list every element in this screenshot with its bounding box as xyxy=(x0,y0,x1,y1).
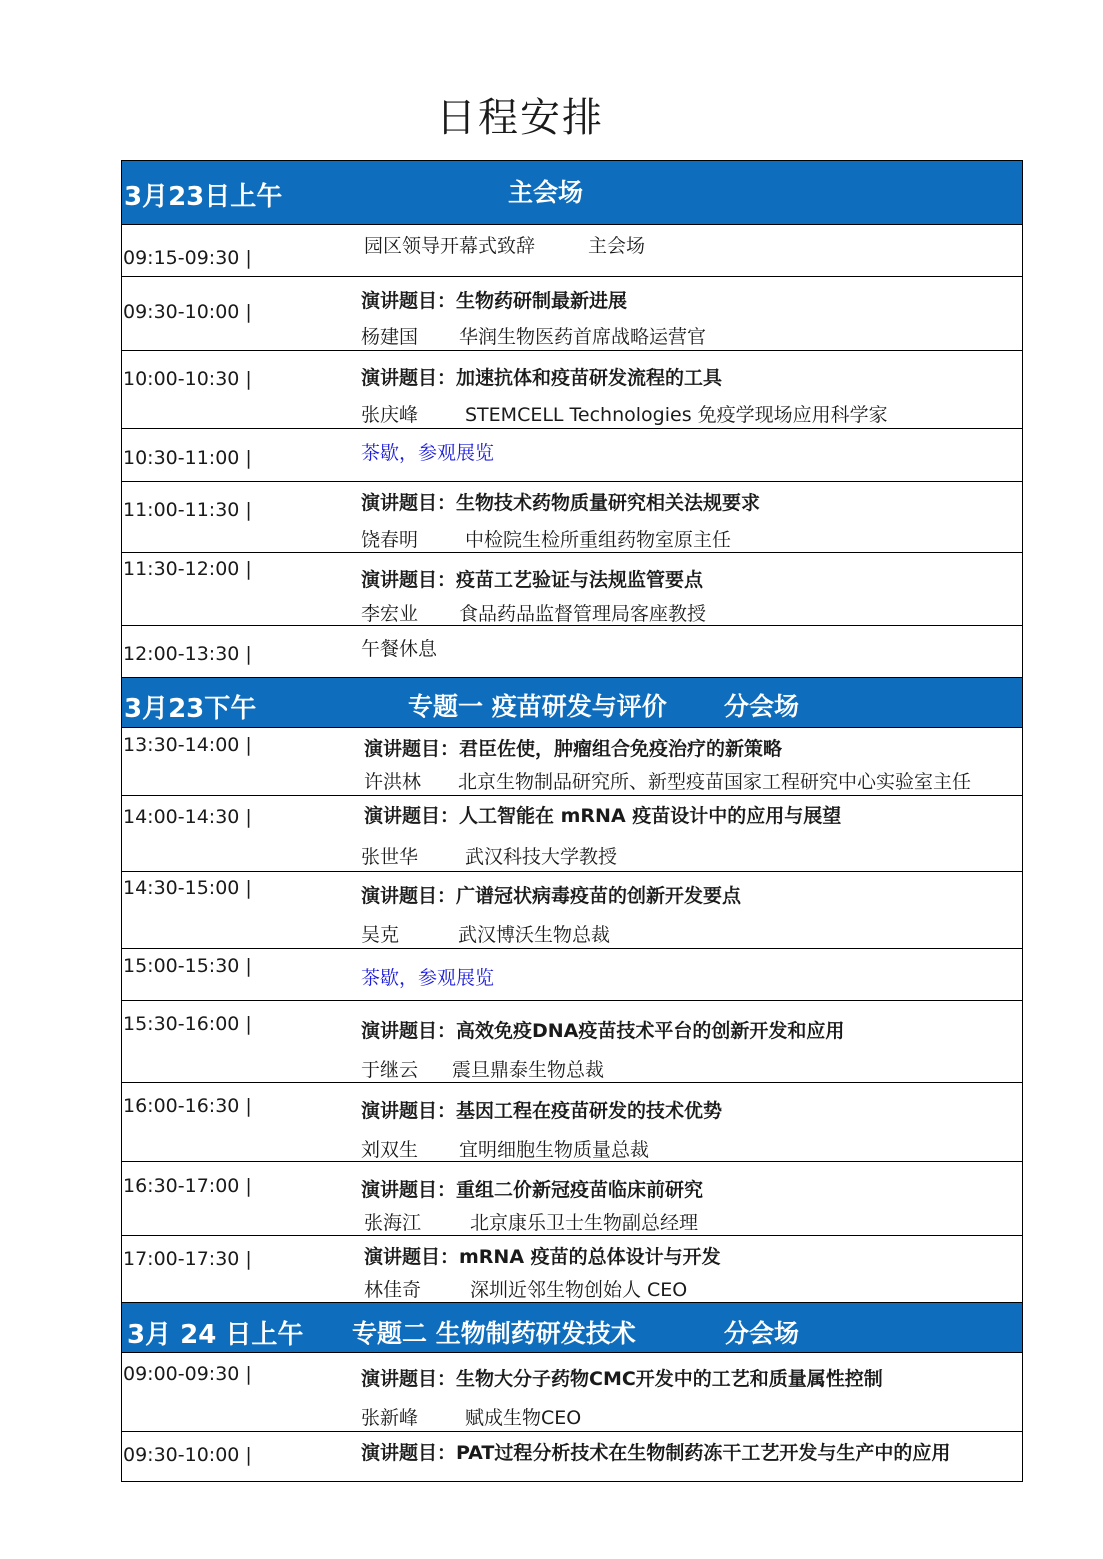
section-header xyxy=(122,161,1022,225)
session-title: 园区领导开幕式致辞 xyxy=(364,235,536,257)
speaker-name: 饶春明 xyxy=(361,529,419,551)
time-slot: 15:30-16:00 | xyxy=(123,1013,252,1035)
section-date: 3月23下午 xyxy=(124,694,257,724)
session-venue: 主会场 xyxy=(588,235,646,257)
speaker-name: 杨建国 xyxy=(361,326,419,348)
talk-title: 演讲题目：mRNA 疫苗的总体设计与开发 xyxy=(364,1246,721,1268)
time-slot: 14:30-15:00 | xyxy=(123,877,252,899)
schedule-row xyxy=(122,553,1022,626)
speaker-affiliation: 中检院生检所重组药物室原主任 xyxy=(465,529,732,551)
talk-title: 演讲题目：君臣佐使，肿瘤组合免疫治疗的新策略 xyxy=(364,738,783,760)
time-slot: 09:30-10:00 | xyxy=(123,301,252,323)
section-header xyxy=(122,678,1022,728)
page-title: 日程安排 xyxy=(436,95,604,141)
section-name: 主会场 xyxy=(508,178,584,207)
speaker-affiliation: 北京生物制品研究所、新型疫苗国家工程研究中心实验室主任 xyxy=(458,771,972,793)
schedule-row xyxy=(122,626,1022,678)
schedule-row xyxy=(122,728,1022,796)
time-slot: 09:15-09:30 | xyxy=(123,247,252,269)
time-slot: 13:30-14:00 | xyxy=(123,734,252,756)
speaker-affiliation: 赋成生物CEO xyxy=(465,1407,582,1429)
schedule-row xyxy=(122,1162,1022,1236)
speaker-affiliation: 宜明细胞生物质量总裁 xyxy=(459,1139,650,1161)
speaker-name: 张海江 xyxy=(364,1212,422,1234)
talk-title: 演讲题目：加速抗体和疫苗研发流程的工具 xyxy=(361,367,723,389)
speaker-name: 林佳奇 xyxy=(364,1279,422,1301)
schedule-row xyxy=(122,1001,1022,1083)
time-slot: 11:30-12:00 | xyxy=(123,558,252,580)
schedule-row xyxy=(122,1236,1022,1303)
time-slot: 09:30-10:00 | xyxy=(123,1444,252,1466)
speaker-name: 于继云 xyxy=(361,1059,419,1081)
speaker-affiliation: STEMCELL Technologies 免疫学现场应用科学家 xyxy=(465,404,888,426)
section-venue: 分会场 xyxy=(724,1319,800,1348)
schedule-row xyxy=(122,351,1022,429)
time-slot: 14:00-14:30 | xyxy=(123,806,252,828)
session-title: 午餐休息 xyxy=(361,638,438,660)
talk-title: 演讲题目：高效免疫DNA疫苗技术平台的创新开发和应用 xyxy=(361,1020,845,1042)
break-label: 茶歇，参观展览 xyxy=(361,967,495,989)
speaker-name: 李宏业 xyxy=(361,603,419,625)
time-slot: 10:30-11:00 | xyxy=(123,447,252,469)
schedule-row xyxy=(122,872,1022,949)
schedule-row xyxy=(122,225,1022,277)
talk-title: 演讲题目：生物药研制最新进展 xyxy=(361,290,628,312)
time-slot: 17:00-17:30 | xyxy=(123,1248,252,1270)
schedule-row xyxy=(122,1353,1022,1432)
schedule-row xyxy=(122,482,1022,553)
speaker-affiliation: 震旦鼎泰生物总裁 xyxy=(452,1059,605,1081)
schedule-row xyxy=(122,1432,1022,1483)
speaker-name: 刘双生 xyxy=(361,1139,419,1161)
section-name: 专题二 生物制药研发技术 xyxy=(352,1319,636,1348)
time-slot: 09:00-09:30 | xyxy=(123,1363,252,1385)
section-date: 3月 24 日上午 xyxy=(127,1320,304,1350)
talk-title: 演讲题目：人工智能在 mRNA 疫苗设计中的应用与展望 xyxy=(364,805,842,827)
talk-title: 演讲题目：重组二价新冠疫苗临床前研究 xyxy=(361,1179,704,1201)
speaker-name: 张新峰 xyxy=(361,1407,419,1429)
time-slot: 11:00-11:30 | xyxy=(123,499,252,521)
talk-title: 演讲题目：疫苗工艺验证与法规监管要点 xyxy=(361,569,704,591)
speaker-affiliation: 深圳近邻生物创始人 CEO xyxy=(470,1279,688,1301)
speaker-affiliation: 武汉博沃生物总裁 xyxy=(458,924,611,946)
time-slot: 16:00-16:30 | xyxy=(123,1095,252,1117)
speaker-name: 许洪林 xyxy=(364,771,422,793)
break-label: 茶歇，参观展览 xyxy=(361,442,495,464)
schedule-table xyxy=(121,160,1023,1482)
speaker-affiliation: 食品药品监督管理局客座教授 xyxy=(459,603,707,625)
speaker-name: 吴克 xyxy=(361,924,400,946)
talk-title: 演讲题目：PAT过程分析技术在生物制药冻干工艺开发与生产中的应用 xyxy=(361,1442,951,1464)
schedule-row xyxy=(122,796,1022,872)
talk-title: 演讲题目：基因工程在疫苗研发的技术优势 xyxy=(361,1100,723,1122)
schedule-row xyxy=(122,429,1022,482)
speaker-affiliation: 北京康乐卫士生物副总经理 xyxy=(470,1212,699,1234)
time-slot: 16:30-17:00 | xyxy=(123,1175,252,1197)
speaker-affiliation: 武汉科技大学教授 xyxy=(465,846,618,868)
time-slot: 10:00-10:30 | xyxy=(123,368,252,390)
section-header xyxy=(122,1303,1022,1353)
section-date: 3月23日上午 xyxy=(124,182,283,212)
time-slot: 15:00-15:30 | xyxy=(123,955,252,977)
section-venue: 分会场 xyxy=(724,692,800,721)
talk-title: 演讲题目：广谱冠状病毒疫苗的创新开发要点 xyxy=(361,885,742,907)
speaker-name: 张庆峰 xyxy=(361,404,419,426)
speaker-affiliation: 华润生物医药首席战略运营官 xyxy=(459,326,707,348)
schedule-row xyxy=(122,1083,1022,1162)
speaker-name: 张世华 xyxy=(361,846,419,868)
section-name: 专题一 疫苗研发与评价 xyxy=(408,692,667,721)
schedule-row xyxy=(122,949,1022,1001)
time-slot: 12:00-13:30 | xyxy=(123,643,252,665)
schedule-row xyxy=(122,277,1022,351)
talk-title: 演讲题目：生物技术药物质量研究相关法规要求 xyxy=(361,492,761,514)
talk-title: 演讲题目：生物大分子药物CMC开发中的工艺和质量属性控制 xyxy=(361,1368,883,1390)
